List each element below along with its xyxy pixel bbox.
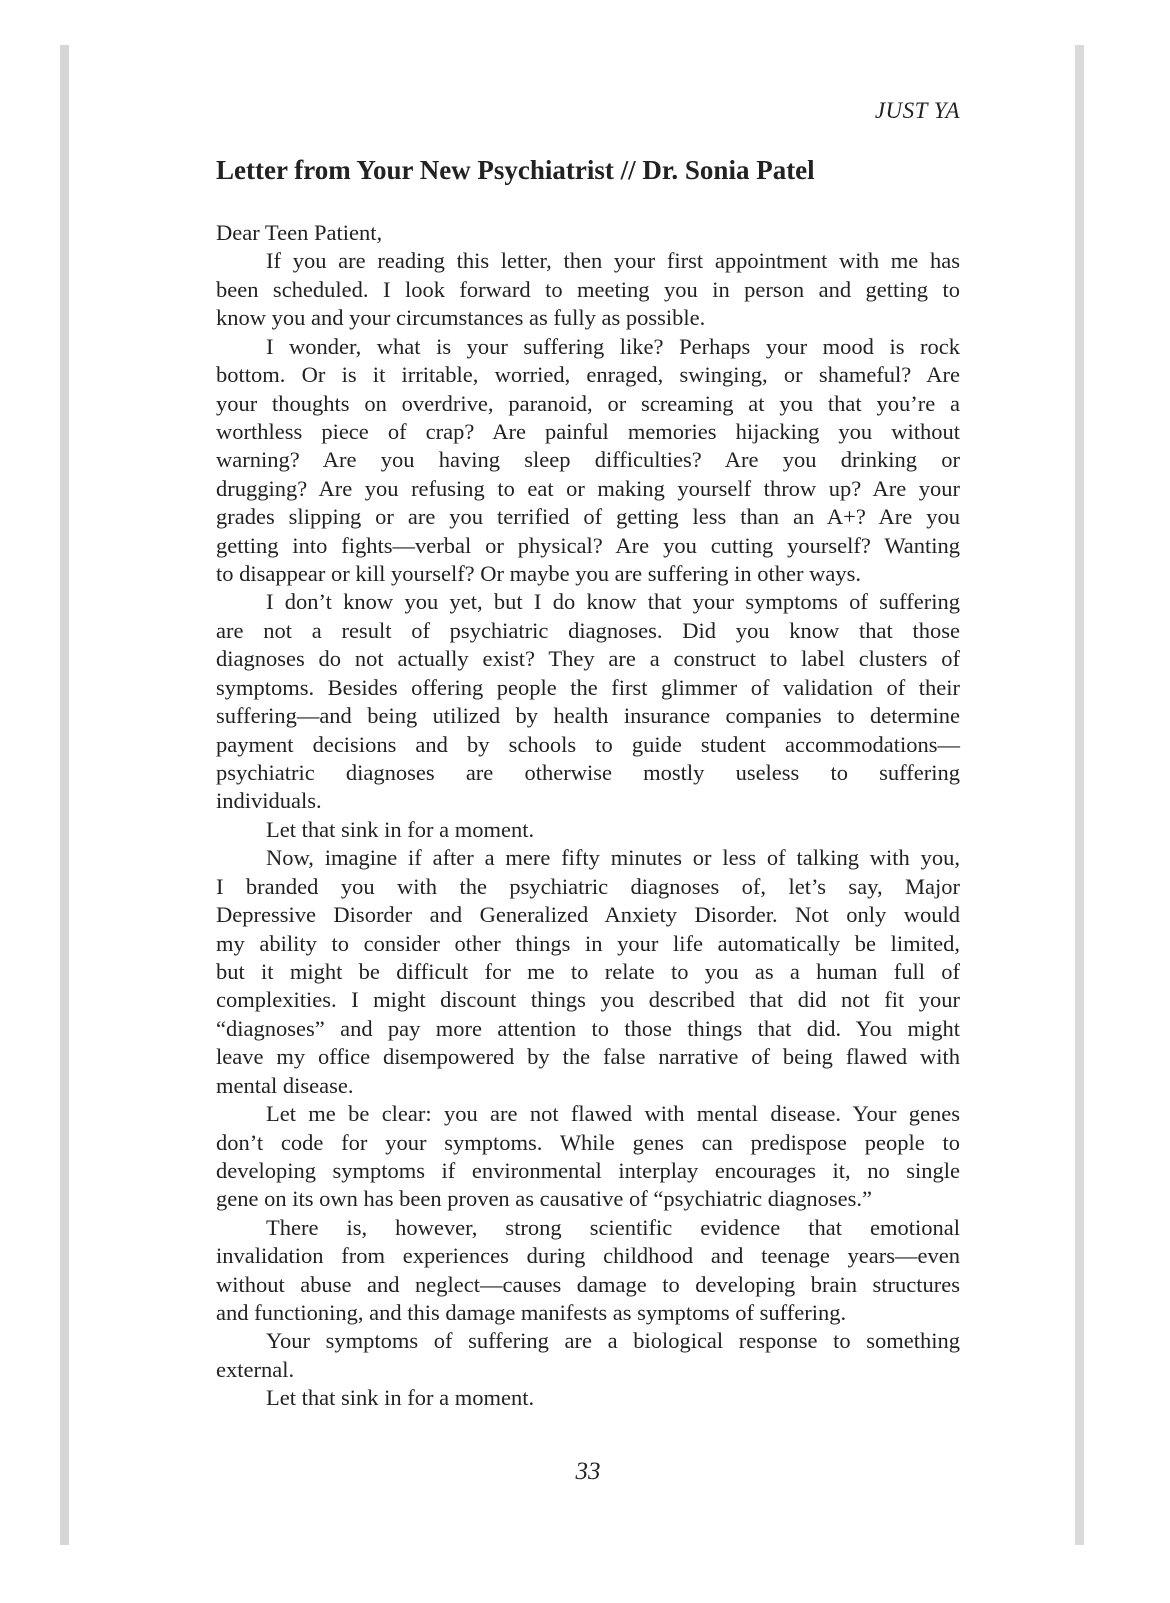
text-line: my ability to consider other things in your life automatically be limited,	[216, 930, 960, 956]
paragraph	[216, 1100, 960, 1214]
text-line: know you and your circumstances as fully as possible.	[216, 305, 706, 331]
text-line: leave my office disempowered by the false narrative of being flawed with	[216, 1044, 960, 1070]
page-edge-left	[60, 45, 69, 1545]
text-line: I don’t know you yet, but I do know that your symptoms of suffering	[266, 589, 960, 615]
paragraph	[216, 1214, 960, 1328]
running-header: JUST YA	[874, 98, 960, 123]
text-line: symptoms. Besides offering people the first glimmer of validation of their	[216, 674, 960, 700]
text-line: external.	[216, 1356, 295, 1382]
page-edge-right	[1075, 45, 1084, 1545]
text-line: to disappear or kill yourself? Or maybe you are suffering in other ways.	[216, 561, 862, 587]
paragraph	[216, 844, 960, 1100]
paragraph	[216, 816, 960, 844]
text-line: invalidation from experiences during childhood and teenage years—even	[216, 1243, 960, 1269]
text-line: developing symptoms if environmental interplay encourages it, no single	[216, 1157, 960, 1183]
text-line: If you are reading this letter, then your first appointment with me has	[266, 248, 960, 274]
text-line: without abuse and neglect—causes damage to developing brain structures	[216, 1271, 960, 1297]
text-line: Now, imagine if after a mere fifty minutes or less of talking with you,	[266, 845, 960, 871]
text-line: your thoughts on overdrive, paranoid, or screaming at you that you’re a	[216, 390, 960, 416]
text-line: Depressive Disorder and Generalized Anxiety Disorder. Not only would	[216, 902, 960, 928]
text-line: worthless piece of crap? Are painful memories hijacking you without	[216, 418, 960, 444]
text-line: mental disease.	[216, 1072, 354, 1098]
text-line: Dear Teen Patient,	[216, 220, 383, 245]
text-line: Let me be clear: you are not flawed with mental disease. Your genes	[266, 1101, 960, 1127]
text-line: warning? Are you having sleep difficulties? Are you drinking or	[216, 447, 960, 473]
text-line: suffering—and being utilized by health insurance companies to determine	[216, 703, 960, 729]
text-line: payment decisions and by schools to guide student accommodations—	[216, 731, 960, 757]
paragraph	[216, 588, 960, 815]
paragraph	[216, 333, 960, 589]
text-line: grades slipping or are you terrified of getting less than an A+? Are you	[216, 504, 960, 530]
text-line: gene on its own has been proven as causative of “psychiatric diagnoses.”	[216, 1186, 873, 1212]
text-line: Your symptoms of suffering are a biological response to something	[266, 1328, 960, 1354]
text-line: I wonder, what is your suffering like? Perhaps your mood is rock	[266, 333, 960, 359]
text-line: There is, however, strong scientific evidence that emotional	[266, 1214, 960, 1240]
text-line: I branded you with the psychiatric diagnoses of, let’s say, Major	[216, 873, 960, 899]
text-line: psychiatric diagnoses are otherwise mostly useless to suffering	[216, 760, 960, 786]
text-line: drugging? Are you refusing to eat or making yourself throw up? Are your	[216, 475, 960, 501]
paragraph	[216, 219, 960, 247]
text-line: bottom. Or is it irritable, worried, enraged, swinging, or shameful? Are	[216, 362, 960, 388]
text-line: don’t code for your symptoms. While genes can predispose people to	[216, 1129, 960, 1155]
text-line: Let that sink in for a moment.	[266, 1385, 535, 1411]
text-line: diagnoses do not actually exist? They are a construct to label clusters of	[216, 646, 960, 672]
letter-title: Letter from Your New Psychiatrist // Dr. Sonia Patel	[216, 155, 815, 185]
text-line: getting into fights—verbal or physical? Are you cutting yourself? Wanting	[216, 532, 960, 558]
paragraph	[216, 247, 960, 332]
letter-body	[216, 219, 960, 1413]
paragraph	[216, 1384, 960, 1412]
text-line: and functioning, and this damage manifests as symptoms of suffering.	[216, 1300, 847, 1326]
page-number: 33	[575, 1458, 601, 1485]
text-line: are not a result of psychiatric diagnoses. Did you know that those	[216, 617, 960, 643]
text-line: Let that sink in for a moment.	[266, 816, 535, 842]
text-line: but it might be difficult for me to relate to you as a human full of	[216, 958, 960, 984]
text-line: “diagnoses” and pay more attention to those things that did. You might	[216, 1015, 960, 1041]
text-line: been scheduled. I look forward to meeting you in person and getting to	[216, 276, 960, 302]
paragraph	[216, 1327, 960, 1384]
text-line: individuals.	[216, 788, 322, 814]
text-line: complexities. I might discount things you described that did not fit your	[216, 987, 960, 1013]
